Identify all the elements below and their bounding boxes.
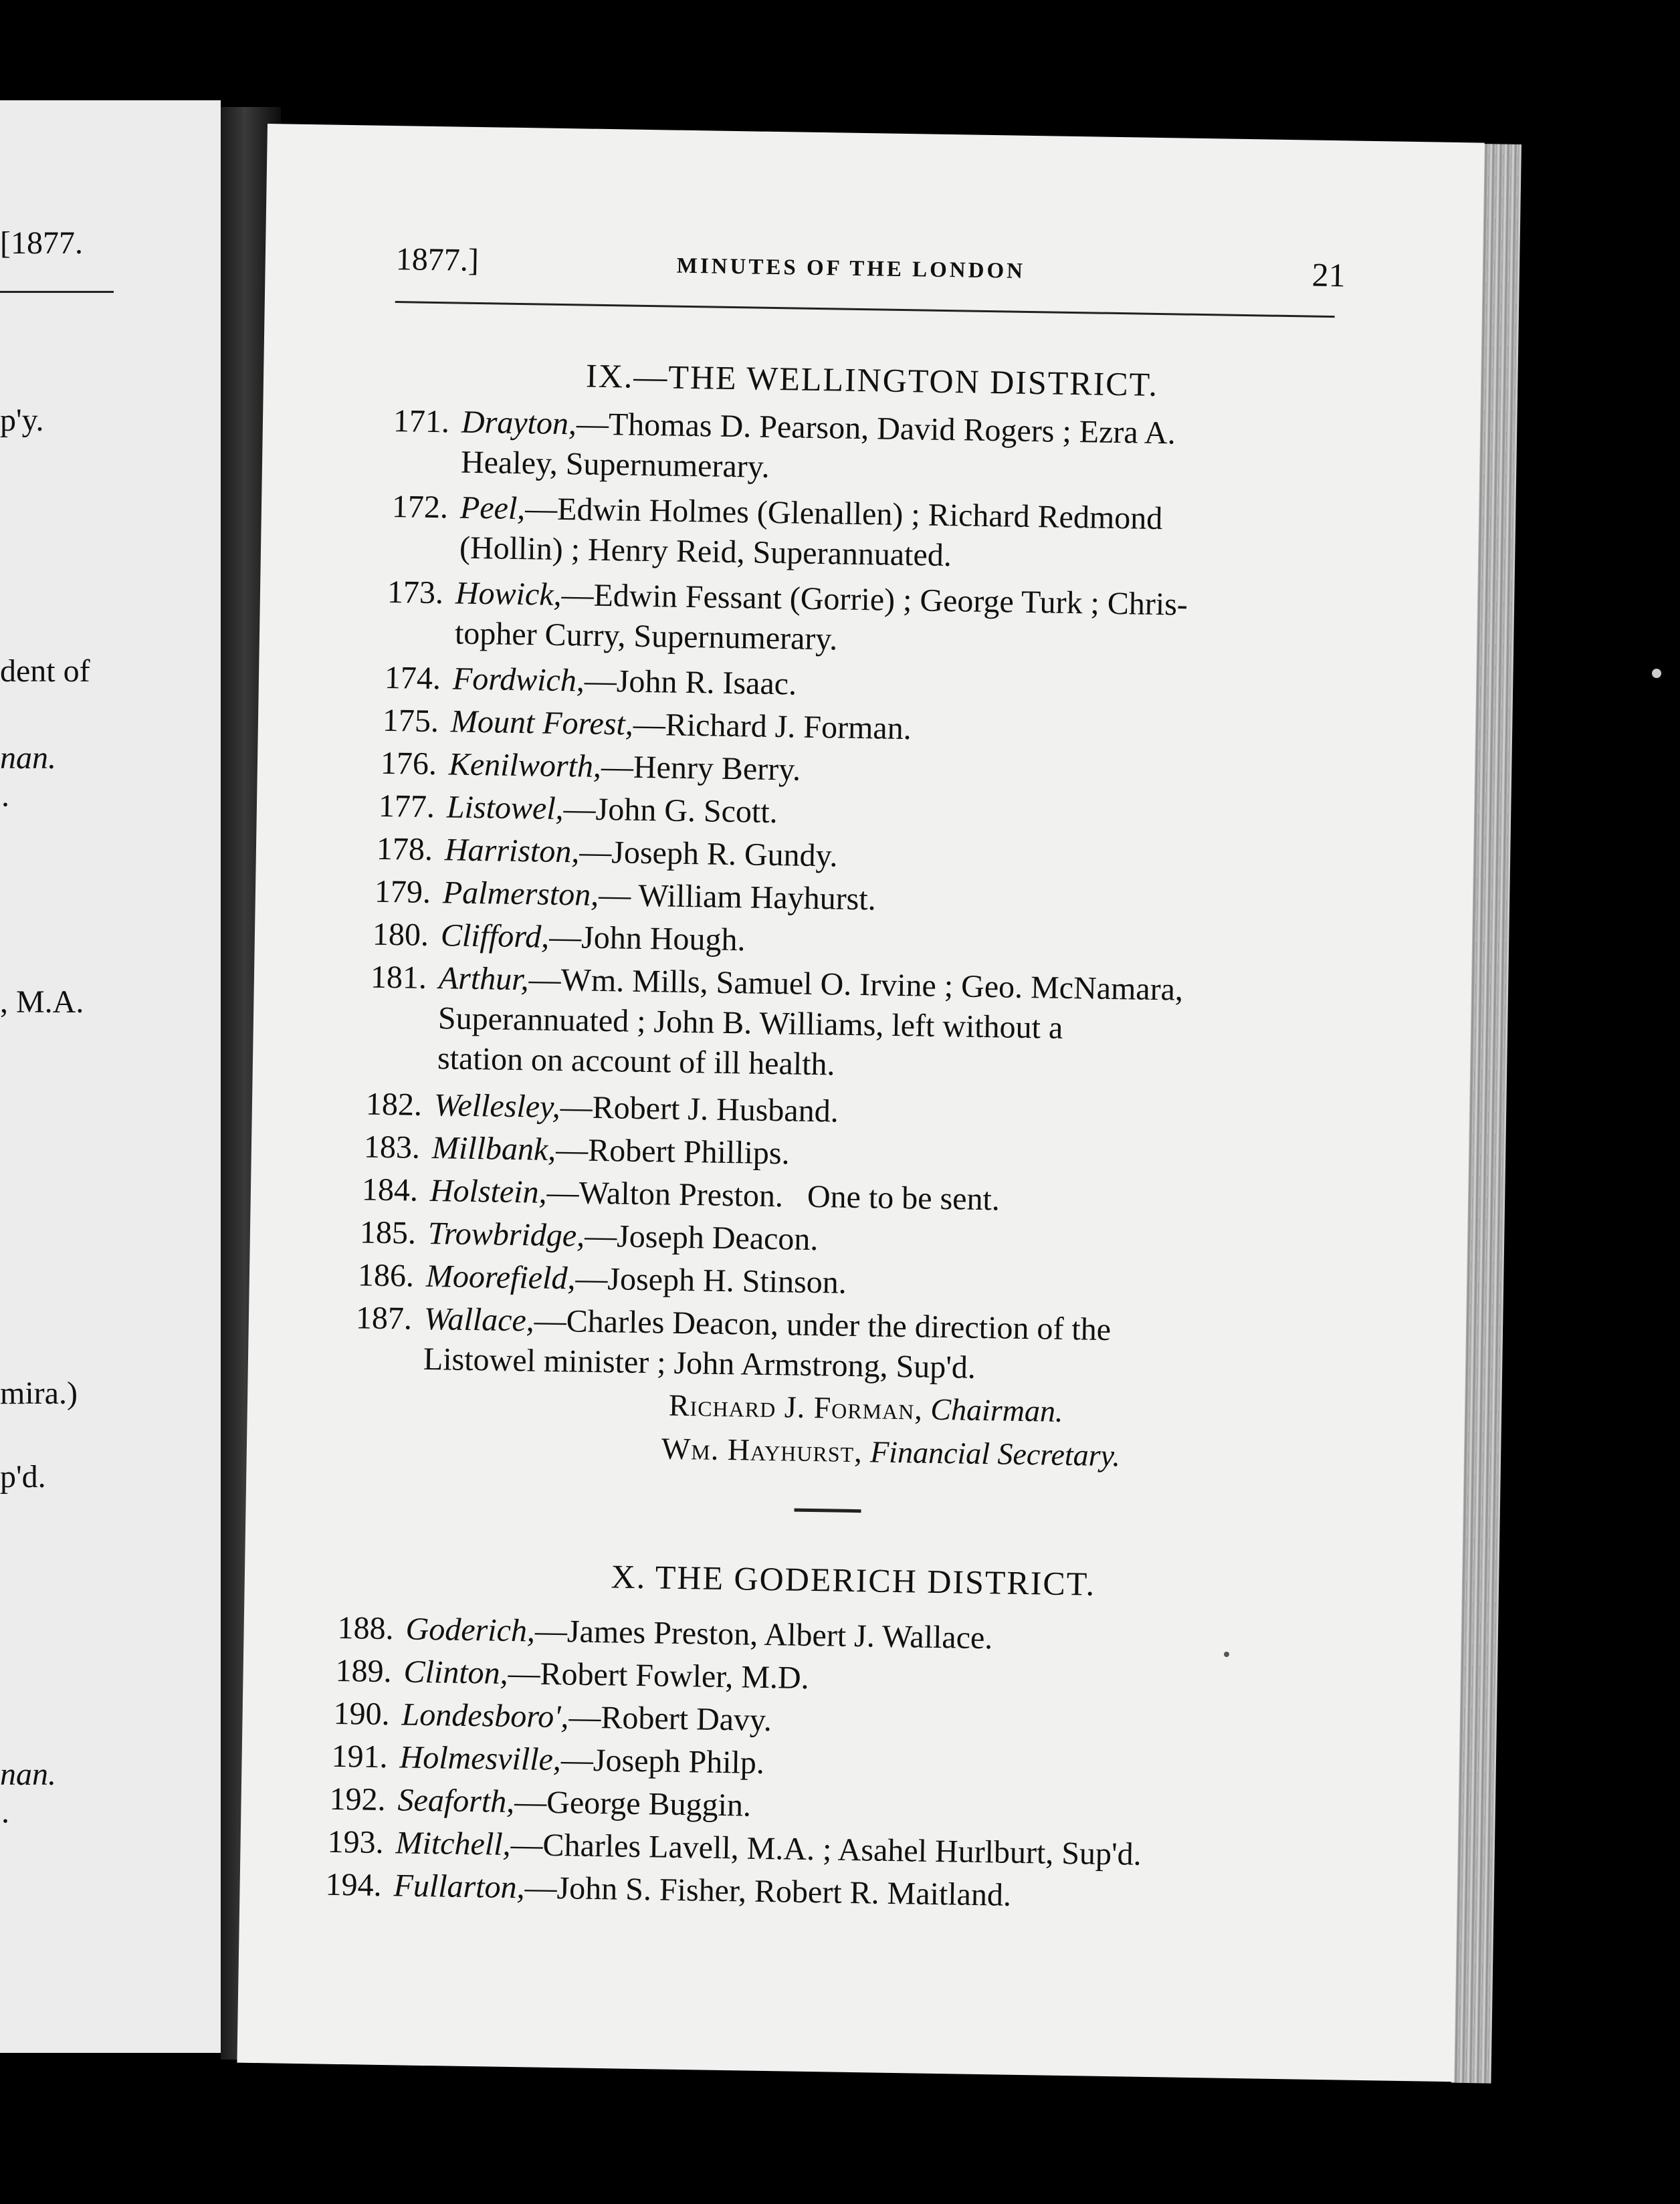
entry: [364, 1127, 791, 1174]
entry: [369, 958, 1184, 1091]
entry-number: 194.: [325, 1866, 383, 1904]
entry-place: Holstein,: [429, 1173, 548, 1210]
signature-name: Wm. Hayhurst,: [661, 1431, 863, 1469]
entry-text: —James Preston, Albert J. Wallace.: [534, 1613, 993, 1656]
entry-text: —Robert J. Husband.: [560, 1089, 839, 1129]
entry-continuation: Superannuated ; John B. Williams, left without a: [437, 1000, 1063, 1046]
entry: [375, 872, 877, 920]
entry-place: Harriston,: [444, 832, 580, 870]
scan-speck: [1224, 1652, 1229, 1657]
entry: [335, 1651, 809, 1698]
entry: [391, 487, 1163, 579]
entry: [385, 658, 797, 705]
entry-text: —Thomas D. Pearson, David Rogers ; Ezra A.: [576, 406, 1176, 451]
entry-text: —John G. Scott.: [563, 791, 778, 831]
left-fragment: mira.): [0, 1375, 78, 1411]
entry-number: 186.: [357, 1257, 415, 1294]
entry-continuation: (Hollin) ; Henry Reid, Superannuated.: [459, 530, 952, 574]
entry-place: Wellesley,: [433, 1087, 561, 1125]
entry-place: Listowel,: [446, 789, 564, 827]
entry-place: Fordwich,: [452, 661, 585, 699]
entry-number: 177.: [378, 788, 435, 825]
entry-text: —Joseph Philp.: [560, 1742, 765, 1781]
entry-text: —Edwin Holmes (Glenallen) ; Richard Redmond: [524, 491, 1163, 537]
entry-continuation: Healey, Supernumerary.: [460, 444, 770, 485]
entry: [383, 701, 912, 749]
entry-number: 173.: [387, 574, 444, 611]
entry-place: Mitchell,: [395, 1825, 511, 1863]
left-header-rule: [0, 291, 114, 293]
entry-place: Goderich,: [405, 1611, 536, 1649]
entry: [325, 1865, 1011, 1916]
entry: [393, 401, 1176, 493]
entry: [387, 572, 1188, 665]
entry-text: —Joseph R. Gundy.: [579, 834, 838, 874]
entry-place: Millbank,: [431, 1130, 556, 1168]
entry-number: 172.: [391, 488, 449, 526]
entry-place: Holmesville,: [399, 1739, 562, 1778]
entry-text: —Joseph Deacon.: [584, 1218, 819, 1258]
entry-number: 184.: [361, 1172, 419, 1208]
entry-place: Drayton,: [461, 404, 577, 442]
entry: [359, 1212, 818, 1260]
entry-text: —George Buggin.: [514, 1784, 752, 1824]
entry-place: Clinton,: [403, 1654, 509, 1691]
entry: [381, 744, 801, 790]
signature-role: Financial Secretary.: [869, 1434, 1121, 1473]
entry-place: Moorefield,: [425, 1258, 576, 1297]
entry-number: 178.: [376, 831, 433, 868]
left-fragment: nan.: [0, 740, 56, 776]
entry: [366, 1084, 839, 1131]
entry: [362, 1170, 1001, 1220]
signature-name: Richard J. Forman,: [668, 1388, 924, 1426]
entry-text: —Richard J. Forman.: [633, 706, 912, 747]
entry-place: Mount Forest,: [450, 703, 634, 742]
left-fragment: , M.A.: [0, 984, 84, 1020]
entry-place: Fullarton,: [393, 1868, 526, 1906]
entry-text: —Joseph H. Stinson.: [575, 1260, 847, 1301]
signature-role: Chairman.: [930, 1392, 1063, 1428]
entry-place: Arthur,: [438, 960, 530, 998]
entry: [331, 1737, 764, 1783]
entry-text: —Charles Lavell, M.A. ; Asahel Hurlburt, Sup'd.: [510, 1827, 1142, 1872]
entry-text: —Robert Phillips.: [555, 1131, 790, 1172]
entry-number: 176.: [380, 745, 437, 782]
entry-place: Peel,: [459, 489, 526, 527]
left-fragment: dent of: [0, 653, 90, 689]
header-year: 1877.]: [395, 241, 480, 278]
entry-number: 174.: [384, 659, 441, 697]
entry-number: 187.: [355, 1300, 413, 1337]
entry-text: —Charles Deacon, under the direction of the: [534, 1303, 1112, 1348]
entry-number: 192.: [329, 1781, 387, 1818]
header-rule: [395, 301, 1335, 318]
entry-place: Londesboro',: [401, 1696, 569, 1735]
scan-speck: [1652, 669, 1661, 678]
entry-number: 181.: [370, 959, 427, 996]
entry-text: — William Hayhurst.: [598, 877, 877, 917]
entry-text: —Walton Preston. One to be sent.: [546, 1174, 1001, 1218]
entry-number: 190.: [333, 1695, 391, 1733]
section-title: IX.—THE WELLINGTON DISTRICT.: [585, 356, 1159, 403]
entry-number: 182.: [365, 1086, 423, 1123]
entry: [355, 1298, 1112, 1390]
entry-text: —Henry Berry.: [601, 748, 801, 788]
entry-number: 183.: [363, 1129, 421, 1166]
entry-continuation: station on account of ill health.: [437, 1040, 835, 1083]
left-fragment: p'd.: [0, 1459, 46, 1495]
left-fragment: ·: [0, 787, 11, 822]
entry-place: Kenilworth,: [448, 746, 602, 784]
entry-number: 188.: [337, 1610, 395, 1647]
entry: [373, 915, 746, 961]
entry-place: Trowbridge,: [427, 1215, 585, 1254]
entry-number: 180.: [372, 916, 429, 953]
entry-place: Howick,: [455, 575, 562, 613]
entry-continuation: topher Curry, Supernumerary.: [454, 615, 838, 657]
entry: [337, 1608, 993, 1658]
entry: [377, 829, 838, 877]
signature-secretary: [661, 1430, 1121, 1473]
entry: [357, 1255, 847, 1303]
entry-place: Clifford,: [440, 917, 550, 955]
section-divider: [794, 1509, 861, 1513]
entry-text: —John R. Isaac.: [584, 663, 797, 702]
entry-number: 175.: [382, 702, 439, 740]
entry-text: —Robert Fowler, M.D.: [508, 1655, 810, 1696]
entry: [379, 786, 778, 833]
left-fragment: ·: [0, 1803, 11, 1839]
entry-number: 179.: [374, 873, 431, 910]
entry-place: Wallace,: [423, 1301, 535, 1339]
entry-number: 185.: [359, 1214, 417, 1251]
left-fragment: p'y.: [0, 403, 44, 438]
entry-place: Seaforth,: [397, 1782, 515, 1820]
entry-text: —Robert Davy.: [568, 1699, 772, 1739]
entry-text: —Edwin Fessant (Gorrie) ; George Turk ; Chris-: [561, 576, 1188, 623]
entry-number: 193.: [327, 1824, 385, 1861]
entry-number: 171.: [393, 403, 450, 440]
left-fragment: [1877.: [0, 225, 83, 261]
entry-place: Palmerston,: [442, 875, 599, 913]
entry-text: —Wm. Mills, Samuel O. Irvine ; Geo. McNamara,: [528, 962, 1184, 1008]
left-fragment: nan.: [0, 1757, 56, 1792]
entry-number: 189.: [335, 1652, 393, 1690]
entry-text: —John Hough.: [548, 919, 746, 958]
running-title: MINUTES OF THE LONDON: [676, 253, 1026, 284]
section-title: X. THE GODERICH DISTRICT.: [611, 1557, 1096, 1603]
entry: [333, 1694, 772, 1741]
entry-continuation: Listowel minister ; John Armstrong, Sup'd.: [423, 1341, 976, 1386]
book-page: [237, 124, 1484, 2082]
entry-number: 191.: [331, 1738, 389, 1775]
signature-chairman: [669, 1388, 1063, 1429]
previous-page-fragment: [0, 100, 221, 2053]
entry-text: —John S. Fisher, Robert R. Maitland.: [524, 1870, 1012, 1913]
entry: [329, 1779, 751, 1826]
page-number: 21: [1311, 255, 1346, 294]
